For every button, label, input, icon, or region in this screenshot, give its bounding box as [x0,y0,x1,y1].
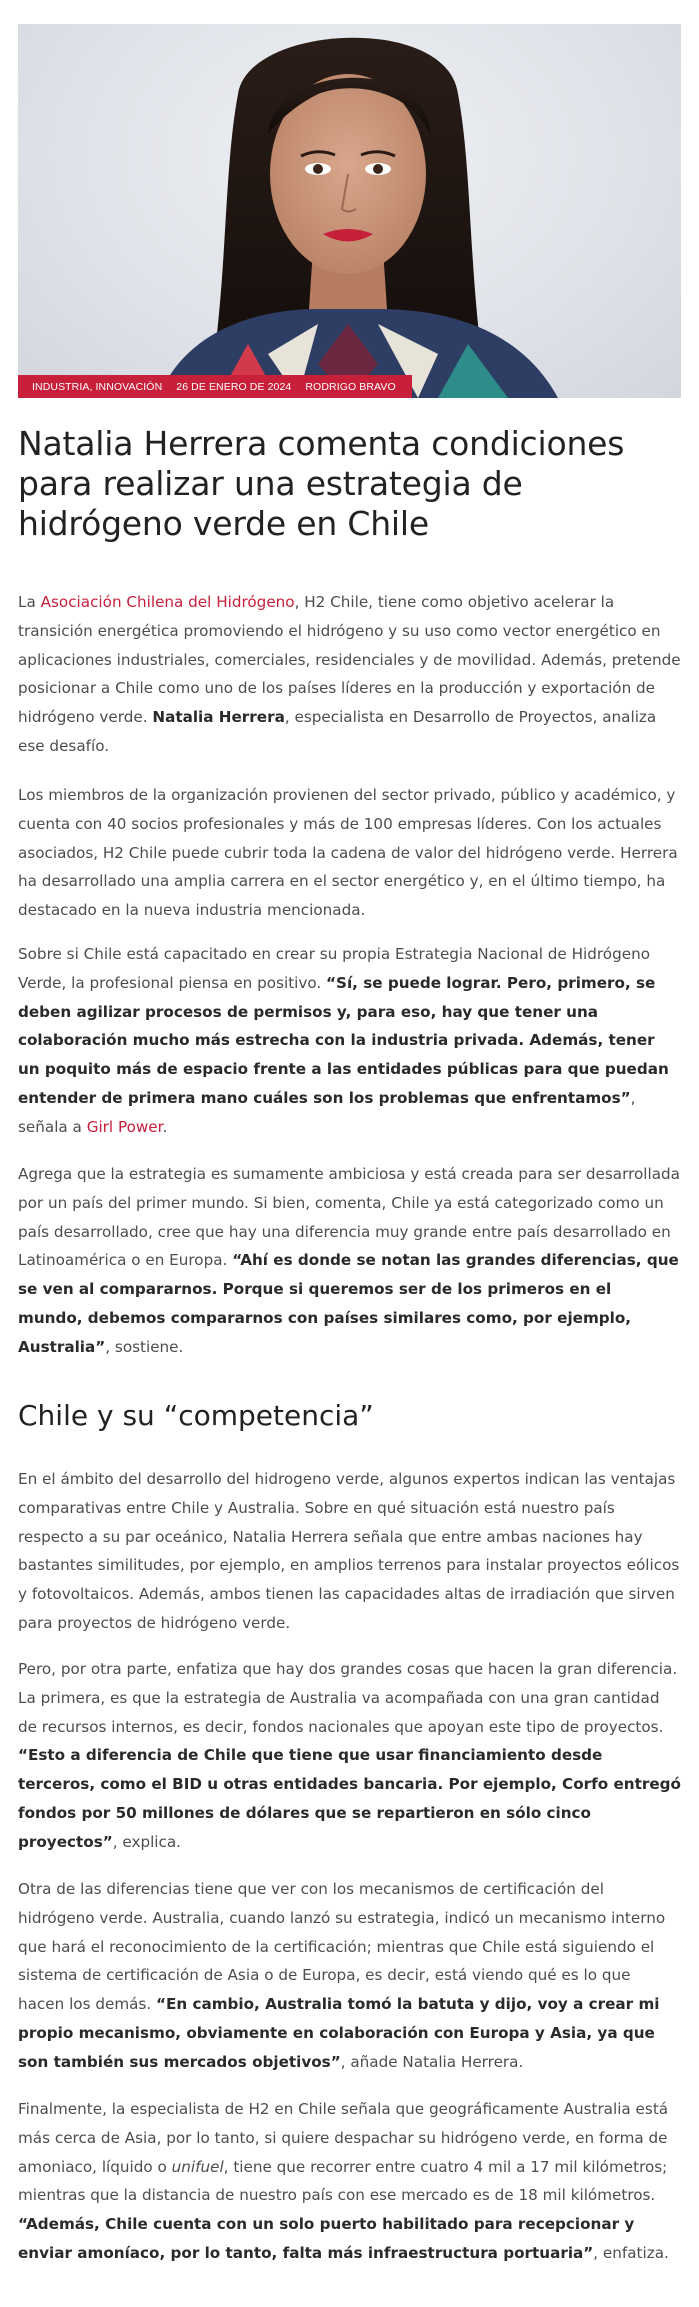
text-span: Pero, por otra parte, enfatiza que hay dos grandes cosas que hacen la gran diferencia. La primera, es que la estrategia de Australia va acompañada con una gran cantidad de recursos internos, es decir, fondos nacionales que apoyan este tipo de proyectos. [18,1660,678,1736]
bold-quote: “Además, Chile cuenta con un solo puerto habilitado para recepcionar y enviar amoníaco, por lo tanto, falta más infraestructura portuaria” [18,2215,635,2262]
post-meta-bar [18,375,412,398]
bold-name: Natalia Herrera [152,708,285,727]
paragraph-differences [18,1655,681,1857]
text-span: La [18,593,41,611]
portrait-image [18,24,681,398]
text-span: , tiene que recorrer entre cuatro 4 mil a 17 mil kilómetros; mientras que la distancia de nuestro país con ese mercado es de 18 mil kilómetros. [18,2157,668,2205]
text-span: . [162,1117,168,1136]
girl-power-link[interactable]: Girl Power [86,1117,163,1136]
text-span: , sostiene. [105,1337,184,1356]
paragraph-comparison: En el ámbito del desarrollo del hidrogeno verde, algunos expertos indican las ventajas comparativas entre Chile y Australia. Sobre en qué situación está nuestro país respecto a su par oceánico, Natalia Herrera señala que entre ambas naciones hay bastantes similitudes, por ejemplo, en amplios terrenos para instalar proyectos eólicos y fotovoltaicos. Además, ambos tienen las capacidades altas de irradiación que sirven para proyectos de hidrógeno verde. [18,1470,680,1632]
post-date: 26 DE ENERO DE 2024 [176,380,292,393]
paragraph-strategy [18,940,681,1142]
paragraph-intro [18,588,681,761]
bold-quote: “Sí, se puede lograr. Pero, primero, se deben agilizar procesos de permisos y, para eso, hay que tener una colaboración mucho más estrecha con la industria privada. Además, tener un poquito más de espacio frente a las entidades públicas para que puedan entender de primera mano cuáles son los problemas que enfrentamos” [18,973,669,1107]
text-span: Finalmente, la especialista de H2 en Chile señala que geográficamente Australia está más cerca de Asia, por lo tanto, si quiere despachar su hidrógeno verde, en forma de amoniaco, líquido o [18,2100,669,2176]
paragraph-organization: Los miembros de la organización provienen del sector privado, público y académico, y cuenta con 40 socios profesionales y más de 100 empresas líderes. Con los actuales asociados, H2 Chile puede cubrir toda la cadena de valor del hidrógeno verde. Herrera ha desarrollado una amplia carrera en el sector energético y, en el último tiempo, ha destacado en la nueva industria mencionada. [18,786,678,920]
bold-quote: “En cambio, Australia tomó la batuta y dijo, voy a crear mi propio mecanismo, obviamente en colaboración con Europa y Asia, ya que son también sus mercados objetivos” [18,1995,660,2071]
paragraph-geography [18,2095,681,2268]
text-span: , explica. [112,1832,182,1851]
text-span: Sobre si Chile está capacitado en crear su propia Estrategia Nacional de Hidrógeno Verde, la profesional piensa en positivo. [18,945,650,992]
post-categories-link[interactable]: INDUSTRIA, INNOVACIÓN [32,380,163,393]
paragraph-ambition [18,1160,681,1362]
text-span: , enfatiza. [593,2243,669,2262]
text-span: , especialista en Desarrollo de Proyectos, analiza ese desafío. [18,708,657,755]
text-span: Agrega que la estrategia es sumamente ambiciosa y está creada para ser desarrollada por un país del primer mundo. Si bien, comenta, Chile ya está categorizado como un país desarrollado, cree que hay una diferencia muy grande entre país desarrollado en Latinoamérica o en Europa. [18,1165,680,1270]
article-title: Natalia Herrera comenta condiciones para realizar una estrategia de hidrógeno verde en Chile [18,424,625,543]
text-span: , H2 Chile, tiene como objetivo acelerar la transición energética promoviendo el hidrógeno y su uso como vector energético en aplicaciones industriales, comerciales, residenciales y de movilidad. Además, pretende posicionar a Chile como uno de los países líderes en la producción y exportación de hidrógeno verde. [18,593,681,727]
paragraph-certification [18,1875,681,2077]
text-span: , añade Natalia Herrera. [340,2052,524,2071]
italic-term: unifuel [171,2157,224,2176]
post-author-link[interactable]: RODRIGO BRAVO [305,380,396,393]
text-span: , señala a [18,1088,636,1136]
bold-quote: “Ahí es donde se notan las grandes diferencias, que se ven al compararnos. Porque si queremos ser de los primeros en el mundo, debemos compararnos con países similares como, por ejemplo, Australia” [18,1251,679,1356]
section-heading: Chile y su “competencia” [18,1399,374,1432]
text-span: Otra de las diferencias tiene que ver con los mecanismos de certificación del hidrógeno verde. Australia, cuando lanzó su estrategia, indicó un mecanismo interno que hará el reconocimiento de la certificación; mientras que Chile está siguiendo el sistema de certificación de Asia o de Europa, es decir, está viendo qué es lo que hacen los demás. [18,1880,666,2014]
hero-photo [18,24,681,398]
h2-chile-association-link[interactable]: Asociación Chilena del Hidrógeno [40,593,295,611]
bold-quote: “Esto a diferencia de Chile que tiene que usar financiamiento desde terceros, como el BID u otras entidades bancaria. Por ejemplo, Corfo entregó fondos por 50 millones de dólares que se repartieron en sólo cinco proyectos” [18,1746,681,1851]
